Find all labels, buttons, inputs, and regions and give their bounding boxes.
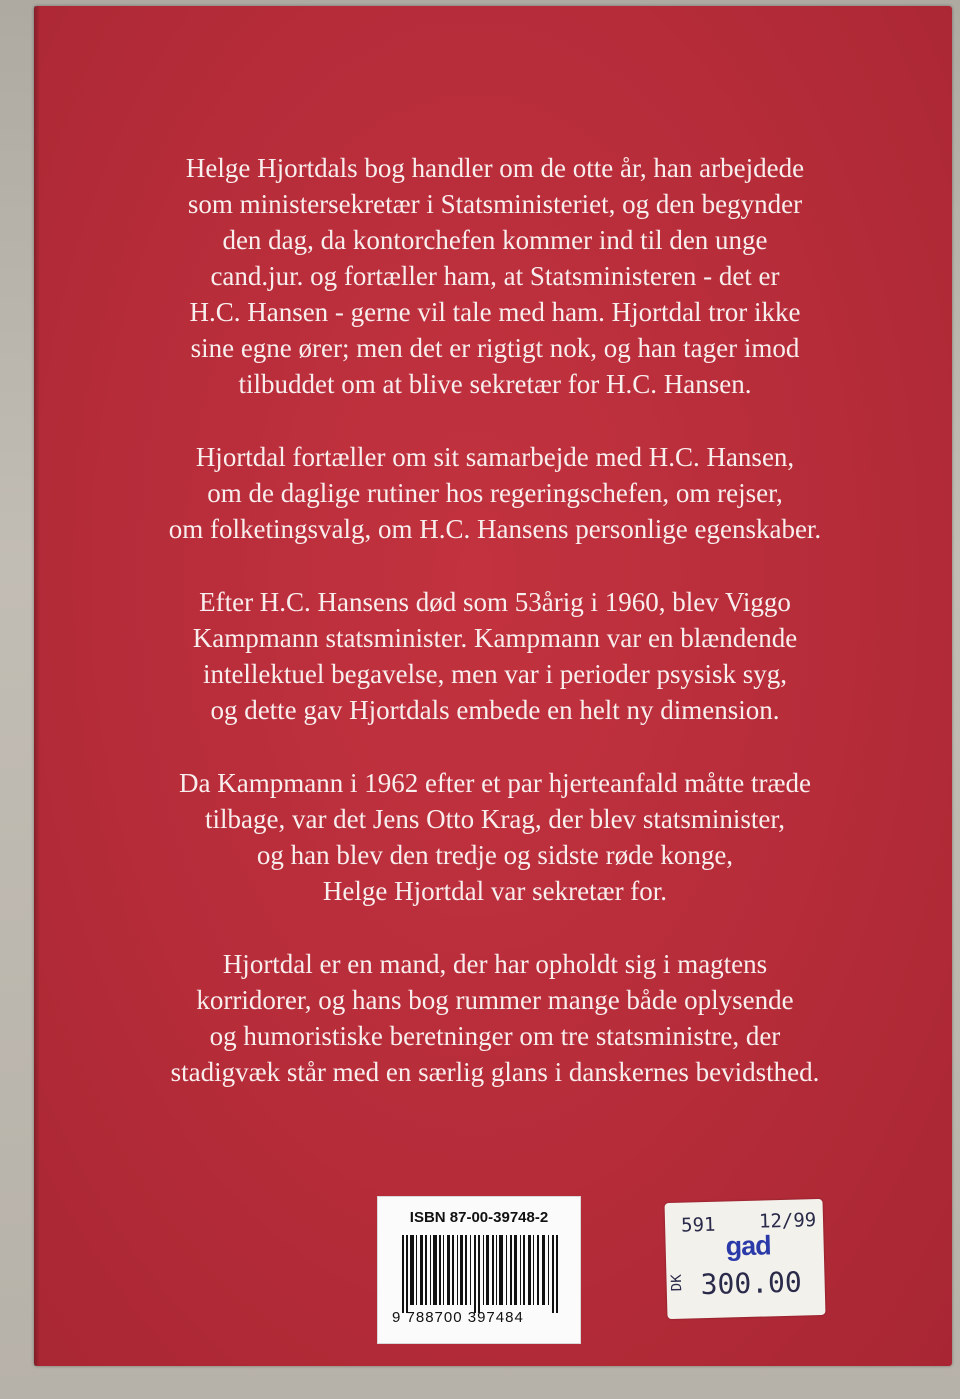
blurb-line: Da Kampmann i 1962 efter et par hjerteanfald måtte træde: [179, 768, 811, 798]
blurb-line: tilbage, var det Jens Otto Krag, der blev statsminister,: [204, 804, 786, 834]
ean-digits: 9 788700 397484: [392, 1309, 524, 1326]
price-sticker: [665, 1199, 826, 1319]
price-value: 300.00: [700, 1265, 803, 1302]
blurb-line: stadigvæk står med en særlig glans i danskernes bevidsthed.: [170, 1057, 820, 1087]
blurb-line: om folketingsvalg, om H.C. Hansens personlige egenskaber.: [168, 514, 822, 544]
blurb-line: korridorer, og hans bog rummer mange både oplysende: [196, 985, 794, 1015]
blurb-line: Efter H.C. Hansens død som 53årig i 1960, blev Viggo: [199, 587, 791, 617]
blurb-line: Hjortdal fortæller om sit samarbejde med H.C. Hansen,: [195, 442, 795, 472]
store-logo: gad: [725, 1230, 772, 1262]
blurb-paragraph: [36, 439, 954, 547]
sticker-code: 591: [680, 1213, 716, 1237]
blurb-line: som ministersekretær i Statsministeriet, og den begynder: [187, 189, 803, 219]
blurb-paragraph: [36, 946, 954, 1090]
blurb-line: og humoristiske beretninger om tre statsministre, der: [209, 1021, 781, 1051]
blurb-line: Hjortdal er en mand, der har opholdt sig i magtens: [222, 949, 768, 979]
sticker-date: 12/99: [758, 1209, 817, 1233]
currency-label: DK: [668, 1274, 686, 1292]
blurb-line: H.C. Hansen - gerne vil tale med ham. Hjortdal tror ikke: [189, 297, 801, 327]
blurb-line: Helge Hjortdals bog handler om de otte år, han arbejdede: [185, 153, 805, 183]
blurb-line: cand.jur. og fortæller ham, at Statsministeren - det er: [210, 261, 780, 291]
blurb-line: sine egne ører; men det er rigtigt nok, og han tager imod: [190, 333, 800, 363]
blurb-line: og han blev den tredje og sidste røde konge,: [256, 840, 734, 870]
blurb-line: Kampmann statsminister. Kampmann var en blændende: [192, 623, 798, 653]
barcode-label: [377, 1196, 581, 1344]
blurb-line: Helge Hjortdal var sekretær for.: [322, 876, 668, 906]
blurb-text: [36, 150, 954, 1127]
blurb-paragraph: [36, 150, 954, 402]
blurb-line: tilbuddet om at blive sekretær for H.C. Hansen.: [238, 369, 752, 399]
blurb-paragraph: [36, 765, 954, 909]
blurb-paragraph: [36, 584, 954, 728]
blurb-line: og dette gav Hjortdals embede en helt ny dimension.: [210, 695, 780, 725]
blurb-line: den dag, da kontorchefen kommer ind til den unge: [222, 225, 768, 255]
isbn-text: ISBN 87-00-39748-2: [409, 1209, 549, 1226]
blurb-line: om de daglige rutiner hos regeringschefen, om rejser,: [207, 478, 783, 508]
blurb-line: intellektuel begavelse, men var i perioder psysisk syg,: [202, 659, 788, 689]
barcode-icon: [402, 1235, 560, 1313]
